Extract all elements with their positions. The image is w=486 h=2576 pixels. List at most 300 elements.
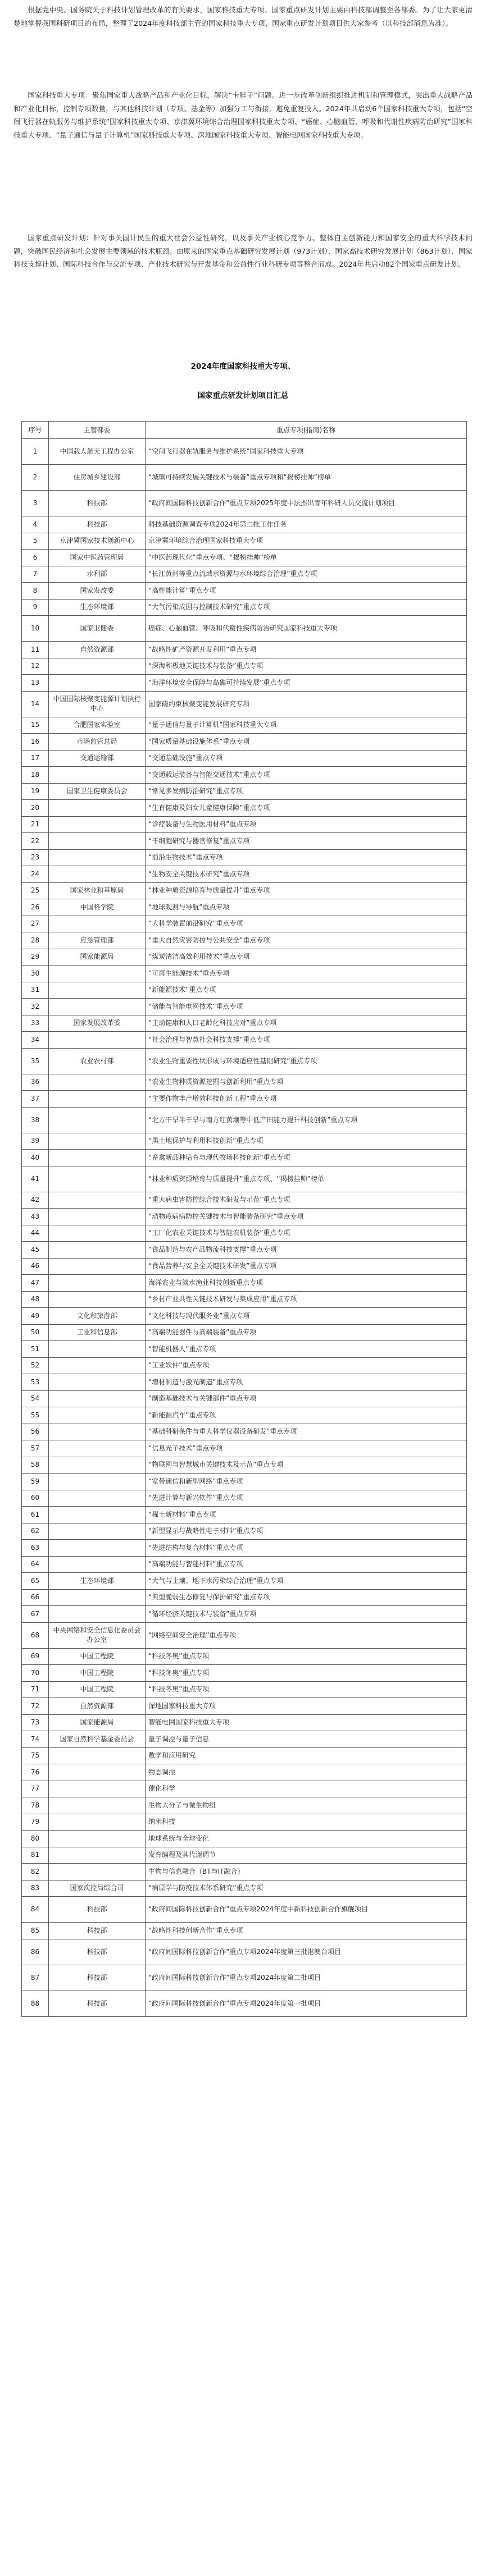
row-project-name: “深海和极地关键技术与装备”重点专项 (146, 658, 467, 675)
row-project-name: “典型脆弱生态修复与保护研究”重点专项 (146, 1589, 467, 1606)
row-project-name: “新能源汽车”重点专项 (146, 1407, 467, 1424)
table-row (22, 1490, 467, 1507)
table-row (22, 675, 467, 692)
table-row (22, 616, 467, 642)
table-row (22, 1341, 467, 1358)
row-department (49, 1457, 146, 1474)
row-department (49, 982, 146, 999)
row-number: 54 (22, 1390, 49, 1407)
row-project-name: “干细胞研究与器官修复”重点专项 (146, 833, 467, 850)
row-department: 国家中医药管理局 (49, 550, 146, 566)
row-department (49, 658, 146, 675)
row-project-name: “食品营养与安全全关键技术研发”重点专项 (146, 1258, 467, 1275)
row-department: 国家卫生健康委员会 (49, 783, 146, 800)
row-number: 40 (22, 1150, 49, 1166)
row-number: 78 (22, 1797, 49, 1814)
row-department: 科技部 (49, 1923, 146, 1939)
table-row (22, 882, 467, 899)
table-row (22, 1166, 467, 1192)
row-project-name: “信息光子技术”重点专项 (146, 1440, 467, 1457)
row-department (49, 1074, 146, 1091)
row-project-name: 地球系统与全球变化 (146, 1831, 467, 1847)
row-department: 国家卫健委 (49, 616, 146, 642)
row-project-name: “中医药现代化”重点专项、“揭榜挂帅”榜单 (146, 550, 467, 566)
table-row (22, 966, 467, 982)
table-row (22, 1258, 467, 1275)
row-department: 水利部 (49, 566, 146, 583)
table-row (22, 800, 467, 817)
row-department (49, 1523, 146, 1540)
row-number: 6 (22, 550, 49, 566)
table-row (22, 1681, 467, 1698)
row-department: 国家林业和草原局 (49, 882, 146, 899)
row-department (49, 1091, 146, 1108)
row-number: 86 (22, 1939, 49, 1965)
row-number: 11 (22, 642, 49, 658)
row-project-name: “制造基础技术与关键部件”重点专项 (146, 1390, 467, 1407)
row-number: 18 (22, 767, 49, 784)
row-number: 27 (22, 916, 49, 932)
table-row (22, 599, 467, 616)
table-row (22, 1074, 467, 1091)
row-project-name: “政府间国际科技创新合作”重点专项2024年度中新科技创新合作旗舰项目 (146, 1897, 467, 1923)
row-department (49, 675, 146, 692)
row-department (49, 1764, 146, 1781)
table-row (22, 1991, 467, 2016)
row-department (49, 1424, 146, 1440)
row-department (49, 916, 146, 932)
row-number: 10 (22, 616, 49, 642)
row-department (49, 1341, 146, 1358)
row-project-name: 深地国家科技重大专项 (146, 1698, 467, 1715)
table-row (22, 1698, 467, 1715)
row-department: 中国载人航天工程办公室 (49, 439, 146, 465)
row-number: 83 (22, 1880, 49, 1897)
table-row (22, 1864, 467, 1880)
table-row (22, 1091, 467, 1108)
row-project-name: “长江黄河等重点流域水资源与水环境综合治理”重点专项 (146, 566, 467, 583)
row-department (49, 1540, 146, 1557)
row-project-name: “煤炭清洁高效利用技术”重点专项 (146, 949, 467, 966)
row-number: 58 (22, 1457, 49, 1474)
table-row (22, 1457, 467, 1474)
row-number: 16 (22, 734, 49, 751)
row-project-name: “战略性矿产资源开发利用”重点专项 (146, 642, 467, 658)
row-project-name: “大气与土壤、地下水污染综合治理”重点专项 (146, 1573, 467, 1590)
row-department: 国家能源局 (49, 1714, 146, 1731)
row-department (49, 1847, 146, 1864)
row-number: 26 (22, 899, 49, 916)
row-number: 45 (22, 1242, 49, 1259)
table-row (22, 1648, 467, 1665)
row-number: 67 (22, 1606, 49, 1623)
row-project-name: “战略性科技创新合作”重点专项 (146, 1923, 467, 1939)
row-project-name: “先进计算与新兴软件”重点专项 (146, 1490, 467, 1507)
row-project-name: “宽带通信和新型网络”重点专项 (146, 1474, 467, 1490)
row-project-name: “主要作物丰产增效科技创新工程”重点专项 (146, 1091, 467, 1108)
row-department (49, 1192, 146, 1209)
row-number: 31 (22, 982, 49, 999)
row-number: 1 (22, 439, 49, 465)
row-number: 36 (22, 1074, 49, 1091)
row-project-name: “科技冬奥”重点专项 (146, 1681, 467, 1698)
row-project-name: 生物与信息融合（BT与IT融合） (146, 1864, 467, 1880)
row-number: 59 (22, 1474, 49, 1490)
row-number: 73 (22, 1714, 49, 1731)
row-number: 53 (22, 1374, 49, 1391)
table-header-row (22, 422, 467, 439)
row-project-name: “稀土新材料”重点专项 (146, 1507, 467, 1523)
table-row (22, 1150, 467, 1166)
row-number: 69 (22, 1648, 49, 1665)
row-number: 82 (22, 1864, 49, 1880)
row-number: 4 (22, 516, 49, 533)
row-number: 48 (22, 1291, 49, 1308)
row-department: 市场监管总局 (49, 734, 146, 751)
row-project-name: “工厂化农业关键技术与智能农机装备”重点专项 (146, 1225, 467, 1242)
row-project-name: “可再生能源技术”重点专项 (146, 966, 467, 982)
row-project-name: “储能与智能电网技术”重点专项 (146, 999, 467, 1015)
row-number: 35 (22, 1048, 49, 1074)
project-table (21, 421, 467, 2017)
row-department: 中国工程院 (49, 1681, 146, 1698)
table-row (22, 465, 467, 491)
row-number: 8 (22, 583, 49, 600)
row-project-name: “政府间国际科技创新合作”重点专项2024年度第二批项目 (146, 1965, 467, 1991)
row-department: 科技部 (49, 1991, 146, 2016)
table-title-line-1: 2024年度国家科技重大专项、 (190, 362, 296, 371)
row-department: 国家发改委 (49, 583, 146, 600)
row-number: 43 (22, 1209, 49, 1225)
table-row (22, 1032, 467, 1049)
table-row (22, 439, 467, 465)
row-project-name: “生物安全关键技术研究”重点专项 (146, 866, 467, 883)
row-project-name: “北方干旱半干旱与南方红黄壤等中低产田能力提升科技创新”重点专项 (146, 1107, 467, 1133)
table-row (22, 1573, 467, 1590)
row-number: 2 (22, 465, 49, 491)
row-department: 住房城乡建设部 (49, 465, 146, 491)
row-number: 84 (22, 1897, 49, 1923)
table-row (22, 658, 467, 675)
row-project-name: “交通基础设施”重点专项 (146, 750, 467, 767)
table-row (22, 717, 467, 734)
table-row (22, 1015, 467, 1032)
row-department: 科技部 (49, 1939, 146, 1965)
row-department (49, 1242, 146, 1259)
row-number: 38 (22, 1107, 49, 1133)
table-row (22, 583, 467, 600)
row-number: 60 (22, 1490, 49, 1507)
row-project-name: “海洋环境安全保障与岛礁可持续发展”重点专项 (146, 675, 467, 692)
row-department (49, 833, 146, 850)
row-number: 75 (22, 1747, 49, 1764)
row-number: 55 (22, 1407, 49, 1424)
row-number: 7 (22, 566, 49, 583)
row-project-name: “交通载运装备与智能交通技术”重点专项 (146, 767, 467, 784)
row-project-name: “新型显示与战略性电子材料”重点专项 (146, 1523, 467, 1540)
table-row (22, 816, 467, 833)
table-row (22, 566, 467, 583)
row-number: 79 (22, 1814, 49, 1831)
table-row (22, 691, 467, 717)
row-department (49, 767, 146, 784)
table-row (22, 1665, 467, 1682)
row-number: 13 (22, 675, 49, 692)
table-row (22, 1731, 467, 1748)
table-row (22, 1209, 467, 1225)
table-row (22, 491, 467, 516)
table-row (22, 1275, 467, 1292)
row-department (49, 1150, 146, 1166)
row-department (49, 1797, 146, 1814)
table-row (22, 1107, 467, 1133)
table-row (22, 833, 467, 850)
row-department (49, 966, 146, 982)
table-row (22, 1291, 467, 1308)
row-department (49, 999, 146, 1015)
table-row (22, 1764, 467, 1781)
row-project-name: “科技冬奥”重点专项 (146, 1648, 467, 1665)
row-department: 工业和信息部 (49, 1324, 146, 1341)
row-department: 科技部 (49, 516, 146, 533)
header-dept: 主管部委 (49, 422, 146, 439)
header-no: 序号 (22, 422, 49, 439)
table-row (22, 1540, 467, 1557)
table-row (22, 1507, 467, 1523)
row-project-name: “基础科研条件与重大科学仪器设备研发”重点专项 (146, 1424, 467, 1440)
table-row (22, 1897, 467, 1923)
table-row (22, 1814, 467, 1831)
row-number: 12 (22, 658, 49, 675)
row-department (49, 1374, 146, 1391)
row-project-name: “常见多发病防治研究”重点专项 (146, 783, 467, 800)
table-row (22, 1424, 467, 1440)
row-project-name: “诊疗装备与生物医用材料”重点专项 (146, 816, 467, 833)
row-number: 24 (22, 866, 49, 883)
row-project-name: “智能机器人”重点专项 (146, 1341, 467, 1358)
row-department (49, 1166, 146, 1192)
header-name: 重点专项(指南)名称 (146, 422, 467, 439)
row-department: 中国国际核聚变能源计划执行中心 (49, 691, 146, 717)
table-row (22, 1965, 467, 1991)
row-department (49, 1275, 146, 1292)
row-project-name: 量子调控与量子信息 (146, 1731, 467, 1748)
intro-paragraph: 根据党中央、国务院关于科技计划管理改革的有关要求，国家科技重大专项、国家重点研发计划主要由科技部调整至各部委。为了让大家更清楚地掌握我国科研项目的布局，整理了2024年度科技部主管的国家科技重大专项、国家重点研发计划项目供大家参考（以科技部消息为准）。 (13, 6, 473, 28)
row-project-name: “重大病虫害防控综合技术研发与示范”重点专项 (146, 1192, 467, 1209)
table-row (22, 899, 467, 916)
row-number: 61 (22, 1507, 49, 1523)
row-project-name: “林业种质资源培育与质量提升”重点专项、“揭榜挂帅”榜单 (146, 1166, 467, 1192)
row-project-name: “地球观测与导航”重点专项 (146, 899, 467, 916)
row-number: 49 (22, 1308, 49, 1325)
row-project-name: “文化科技与现代服务业”重点专项 (146, 1308, 467, 1325)
table-row (22, 1324, 467, 1341)
row-department (49, 816, 146, 833)
table-row (22, 1606, 467, 1623)
row-number: 14 (22, 691, 49, 717)
row-project-name: “重大自然灾害防控与公共安全”重点专项 (146, 932, 467, 949)
table-row (22, 1407, 467, 1424)
row-number: 76 (22, 1764, 49, 1781)
row-project-name: “城镇可持续发展关键技术与装备”重点专项和“揭榜挂帅”榜单 (146, 465, 467, 491)
row-department: 国家疾控局综合司 (49, 1880, 146, 1897)
table-row (22, 1440, 467, 1457)
table-row (22, 1242, 467, 1259)
row-number: 68 (22, 1622, 49, 1648)
row-project-name: “食品制造与农产品物流科技支撑”重点专项 (146, 1242, 467, 1259)
row-project-name: “网络空间安全治理”重点专项 (146, 1622, 467, 1648)
row-project-name: “前沿生物技术”重点专项 (146, 849, 467, 866)
table-row (22, 1133, 467, 1150)
table-row (22, 1831, 467, 1847)
row-project-name: 科技基础资源调查专项2024年第二批工作任务 (146, 516, 467, 533)
row-department (49, 1589, 146, 1606)
row-number: 56 (22, 1424, 49, 1440)
row-project-name: 物态调控 (146, 1764, 467, 1781)
row-number: 44 (22, 1225, 49, 1242)
table-row (22, 949, 467, 966)
row-project-name: “政府间国际科技创新合作”重点专项2024年度第三批港澳台项目 (146, 1939, 467, 1965)
table-row (22, 783, 467, 800)
row-department (49, 1507, 146, 1523)
row-department (49, 1209, 146, 1225)
row-number: 80 (22, 1831, 49, 1847)
row-number: 15 (22, 717, 49, 734)
row-department: 农业农村部 (49, 1048, 146, 1074)
row-department: 中央网络和安全信息化委员会办公室 (49, 1622, 146, 1648)
table-row (22, 1939, 467, 1965)
row-number: 57 (22, 1440, 49, 1457)
major-projects-paragraph: 国家科技重大专项：聚焦国家重大战略产品和产业化目标，解决“卡脖子”问题。进一步改革创新组织推进机制和管理模式，突出重大战略产品和产业化目标，控制专项数量，与其他科技计划（专项、基金等）加强分工与衔接，避免重复投入。2024年共启动6个国家科技重大专项，包括“空间飞行器在轨服务与维护系统”国家科技重大专项、京津冀环境综合治理国家科技重大专项、“癌症、心脑血管、呼吸和代谢性疾病防治研究”国家科技重大专项、“量子通信与量子计算机”国家科技重大专项、深地国家科技重大专项、智能电网国家科技重大专项。 (13, 91, 473, 139)
row-number: 25 (22, 882, 49, 899)
table-row (22, 642, 467, 658)
row-department: 京津冀国家技术创新中心 (49, 533, 146, 550)
row-project-name: “政府间国际科技创新合作”重点专项2025年度中法杰出青年科研人员交流计划项目 (146, 491, 467, 516)
row-department (49, 1781, 146, 1797)
row-number: 87 (22, 1965, 49, 1991)
row-project-name: 海洋农业与淡水渔业科技创新重点专项 (146, 1275, 467, 1292)
row-number: 77 (22, 1781, 49, 1797)
row-department (49, 1556, 146, 1573)
row-number: 30 (22, 966, 49, 982)
table-row (22, 916, 467, 932)
row-project-name: 数学和应用研究 (146, 1747, 467, 1764)
row-department: 自然资源部 (49, 642, 146, 658)
row-number: 23 (22, 849, 49, 866)
table-row (22, 849, 467, 866)
row-department (49, 1814, 146, 1831)
row-number: 62 (22, 1523, 49, 1540)
row-project-name: “病原学与防疫技术体系研究”重点专项 (146, 1880, 467, 1897)
row-department: 国家自然科学基金委员会 (49, 1731, 146, 1748)
table-row (22, 1474, 467, 1490)
row-project-name: 智能电网国家科技重大专项 (146, 1714, 467, 1731)
row-department (49, 1225, 146, 1242)
row-number: 9 (22, 599, 49, 616)
row-number: 32 (22, 999, 49, 1015)
row-department (49, 1864, 146, 1880)
row-department (49, 1133, 146, 1150)
row-department: 交通运输部 (49, 750, 146, 767)
row-department (49, 1606, 146, 1623)
table-row (22, 1880, 467, 1897)
row-project-name: “国家质量基础设施体系”重点专项 (146, 734, 467, 751)
table-row (22, 1225, 467, 1242)
row-number: 74 (22, 1731, 49, 1748)
row-department (49, 1258, 146, 1275)
row-number: 19 (22, 783, 49, 800)
row-number: 46 (22, 1258, 49, 1275)
row-department (49, 1032, 146, 1049)
table-row (22, 1747, 467, 1764)
row-project-name: “乡村产业共性关键技术研发与集成应用”重点专项 (146, 1291, 467, 1308)
table-row (22, 533, 467, 550)
row-department (49, 1407, 146, 1424)
row-project-name: “科技冬奥”重点专项 (146, 1665, 467, 1682)
row-project-name: “黑土地保护与利用科技创新”重点专项 (146, 1133, 467, 1150)
row-project-name: 京津冀环境综合治理国家科技重大专项 (146, 533, 467, 550)
table-row (22, 1923, 467, 1939)
table-row (22, 999, 467, 1015)
row-department (49, 1107, 146, 1133)
row-number: 50 (22, 1324, 49, 1341)
row-project-name: “新能源技术”重点专项 (146, 982, 467, 999)
row-number: 34 (22, 1032, 49, 1049)
row-department: 科技部 (49, 1965, 146, 1991)
row-number: 3 (22, 491, 49, 516)
row-number: 42 (22, 1192, 49, 1209)
row-number: 64 (22, 1556, 49, 1573)
table-title-line-2: 国家重点研发计划项目汇总 (197, 391, 289, 400)
row-number: 17 (22, 750, 49, 767)
row-department (49, 849, 146, 866)
row-number: 51 (22, 1341, 49, 1358)
row-number: 65 (22, 1573, 49, 1590)
row-department: 生态环境部 (49, 1573, 146, 1590)
row-department: 文化和旅游部 (49, 1308, 146, 1325)
table-row (22, 1048, 467, 1074)
table-row (22, 1847, 467, 1864)
row-number: 22 (22, 833, 49, 850)
row-number: 81 (22, 1847, 49, 1864)
row-number: 5 (22, 533, 49, 550)
row-project-name: “高端功能器件与高端装备”重点专项 (146, 1324, 467, 1341)
row-project-name: “社会治理与智慧社会科技支撑”重点专项 (146, 1032, 467, 1049)
row-project-name: 癌症、心脑血管、呼吸和代谢性疾病防治研究国家科技重大专项 (146, 616, 467, 642)
key-rd-paragraph: 国家重点研发计划：针对事关国计民生的重大社会公益性研究，以及事关产业核心竞争力、整体自主创新能力和国家安全的重大科学技术问题，突破国民经济和社会发展主要领域的技术瓶颈。由原来的国家重点基础研究发展计划（973计划）、国家高技术研究发展计划（863计划）、国家科技支撑计划、国际科技合作与交流专项、产业技术研究与开发基金和公益性行业科研专项等整合而成。2024年共启动82个国家重点研发计划。 (13, 234, 473, 268)
row-department (49, 1291, 146, 1308)
table-row (22, 1797, 467, 1814)
row-project-name: “畜禽新品种培育与现代牧场科技创新”重点专项 (146, 1150, 467, 1166)
row-number: 88 (22, 1991, 49, 2016)
table-row (22, 1622, 467, 1648)
row-department: 中国工程院 (49, 1665, 146, 1682)
row-number: 85 (22, 1923, 49, 1939)
row-project-name: “政府间国际科技创新合作”重点专项2024年度第一批项目 (146, 1991, 467, 2016)
row-project-name: “高端功能与智能材料”重点专项 (146, 1556, 467, 1573)
row-number: 28 (22, 932, 49, 949)
row-number: 20 (22, 800, 49, 817)
table-row (22, 1781, 467, 1797)
row-department (49, 1440, 146, 1457)
row-department: 自然资源部 (49, 1698, 146, 1715)
row-department (49, 1831, 146, 1847)
row-department: 应急管理部 (49, 932, 146, 949)
row-department: 国家能源局 (49, 949, 146, 966)
row-project-name: “林业种质资源培育与质量提升”重点专项 (146, 882, 467, 899)
row-number: 66 (22, 1589, 49, 1606)
table-row (22, 932, 467, 949)
